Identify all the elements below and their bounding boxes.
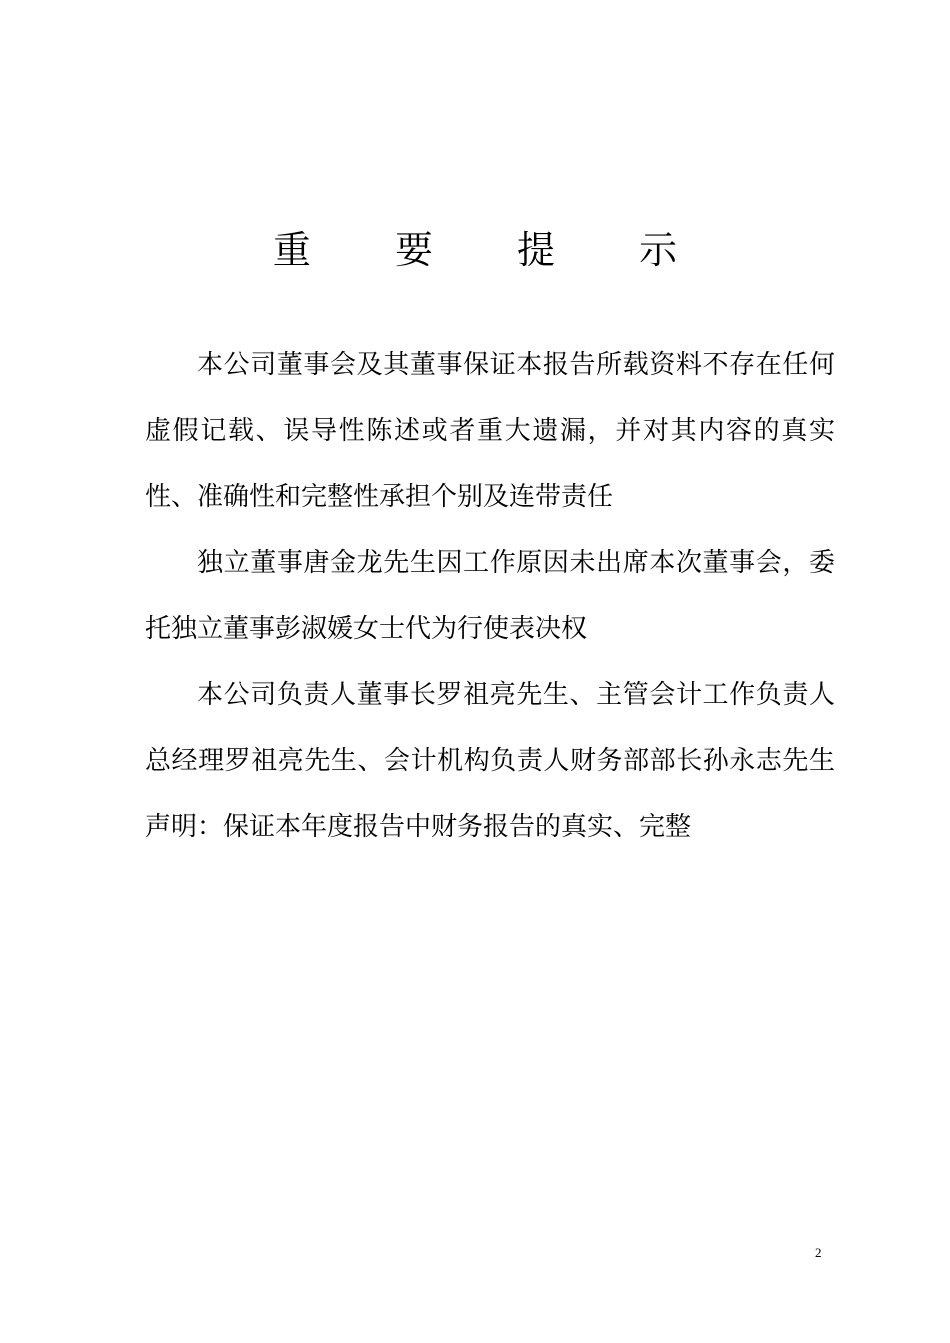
page-title: 重 要 提 示: [272, 228, 714, 272]
paragraph-board-guarantee: 本公司董事会及其董事保证本报告所载资料不存在任何虚假记载、误导性陈述或者重大遗漏，并对其内容的真实性、准确性和完整性承担个别及连带责任: [145, 350, 835, 512]
page-number: 2: [815, 1245, 822, 1260]
paragraph-independent-director-proxy: 独立董事唐金龙先生因工作原因未出席本次董事会，委托独立董事彭淑媛女士代为行使表决权: [145, 548, 835, 644]
paragraph-responsible-persons-statement: 本公司负责人董事长罗祖亮先生、主管会计工作负责人总经理罗祖亮先生、会计机构负责人财务部部长孙永志先生声明：保证本年度报告中财务报告的真实、完整: [145, 680, 835, 842]
notice-body: [145, 332, 835, 860]
